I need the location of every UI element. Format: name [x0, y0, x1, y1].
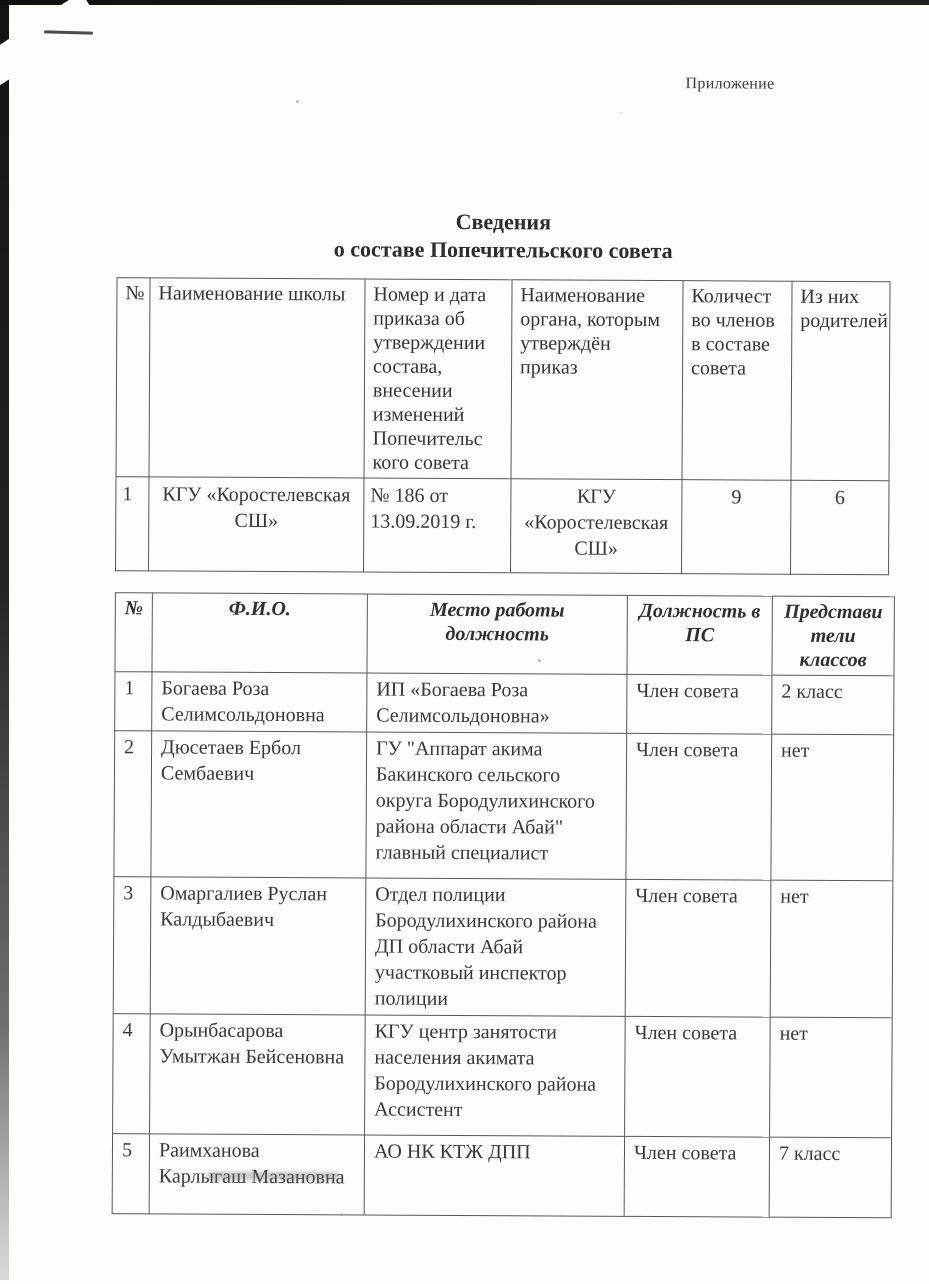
- cell-class-representative: 7 класс: [769, 1137, 891, 1218]
- school-order-table: [115, 277, 891, 575]
- table-header-row: [115, 593, 894, 676]
- cell-full-name: Раимханова Карлыгаш Мазановна: [149, 1134, 364, 1215]
- header-school-name: Наименование школы: [149, 278, 365, 478]
- cell-workplace-position: Отдел полиции Бородулихинского района ДП области Абай участковый инспектор полиции: [365, 878, 626, 1016]
- erased-text-smudge: [207, 1172, 339, 1180]
- cell-full-name: Омаргалиев Руслан Калдыбаевич: [150, 877, 366, 1015]
- header-members-count: Количест во членов в составе совета: [682, 281, 792, 481]
- table-row: [115, 672, 894, 735]
- cell-council-role: Член совета: [625, 1016, 771, 1137]
- table-row: [113, 877, 893, 1018]
- cell-workplace-position: ИП «Богаева Роза Селимсольдоновна»: [367, 673, 627, 733]
- cell-row-number: 1: [116, 477, 149, 571]
- table-row: [113, 1014, 893, 1138]
- cell-school-name: КГУ «Коростелевская СШ»: [149, 477, 364, 572]
- cell-order-number-date: № 186 от 13.09.2019 г.: [364, 478, 511, 573]
- header-workplace-position: Место работы должность: [367, 594, 627, 674]
- header-order-number-date: Номер и дата приказа об утверждении состава, внесении изменений Попечительс кого совета: [364, 279, 512, 479]
- council-members-table: [112, 592, 895, 1218]
- cell-full-name: Дюсетаев Ербол Сембаевич: [151, 731, 367, 878]
- scan-speck: [538, 659, 541, 662]
- cell-workplace-position: ГУ "Аппарат акима Бакинского сельского округа Бородулихинского района области Абай" главный специалист: [366, 732, 627, 879]
- cell-council-role: Член совета: [625, 879, 771, 1017]
- cell-council-role: Член совета: [624, 1136, 769, 1217]
- cell-class-representative: 2 класс: [772, 675, 894, 735]
- cell-class-representative: нет: [770, 1017, 893, 1138]
- scan-edge-left: [0, 0, 9, 1280]
- header-full-name: Ф.И.О.: [152, 593, 367, 673]
- cell-approving-body: КГУ «Коростелевская СШ»: [511, 479, 682, 574]
- cell-row-number: 3: [113, 877, 151, 1014]
- document-title: [117, 206, 890, 266]
- cell-workplace-position: КГУ центр занятости населения акимата Бородулихинского района Ассистент: [365, 1015, 626, 1136]
- cell-row-number: 1: [115, 672, 152, 731]
- header-number: №: [115, 593, 152, 672]
- cell-workplace-position: АО НК КТЖ ДПП: [364, 1135, 624, 1216]
- cell-full-name: Орынбасарова Умытжан Бейсеновна: [150, 1014, 366, 1135]
- cell-parents-count: 6: [791, 480, 889, 575]
- cell-council-role: Член совета: [627, 674, 772, 734]
- cell-class-representative: нет: [770, 880, 893, 1018]
- header-council-role: Должность в ПС: [627, 595, 772, 675]
- cell-row-number: 4: [113, 1014, 151, 1134]
- table-header-row: [116, 278, 890, 481]
- title-line-1: Сведения: [455, 208, 552, 235]
- table-row: [114, 731, 894, 881]
- header-approving-body: Наименование органа, которым утверждён приказ: [511, 280, 683, 480]
- cell-council-role: Член совета: [626, 733, 772, 880]
- table-row: [116, 477, 889, 575]
- scan-speck: [296, 100, 299, 103]
- title-line-2: о составе Попечительского совета: [333, 236, 673, 264]
- scan-speck: [340, 1213, 343, 1216]
- header-parents-count: Из них родителей: [791, 281, 890, 481]
- cell-full-name: Богаева Роза Селимсольдоновна: [152, 672, 367, 732]
- cell-members-count: 9: [682, 480, 791, 575]
- cell-row-number: 5: [112, 1134, 149, 1214]
- annotation-label: Приложение: [685, 75, 775, 93]
- cell-class-representative: нет: [771, 734, 894, 881]
- header-number: №: [116, 278, 150, 477]
- scan-speck: [620, 112, 622, 114]
- cell-row-number: 2: [114, 731, 152, 877]
- scan-edge-top: [0, 0, 929, 5]
- header-class-representatives: Представи тели классов: [772, 596, 894, 676]
